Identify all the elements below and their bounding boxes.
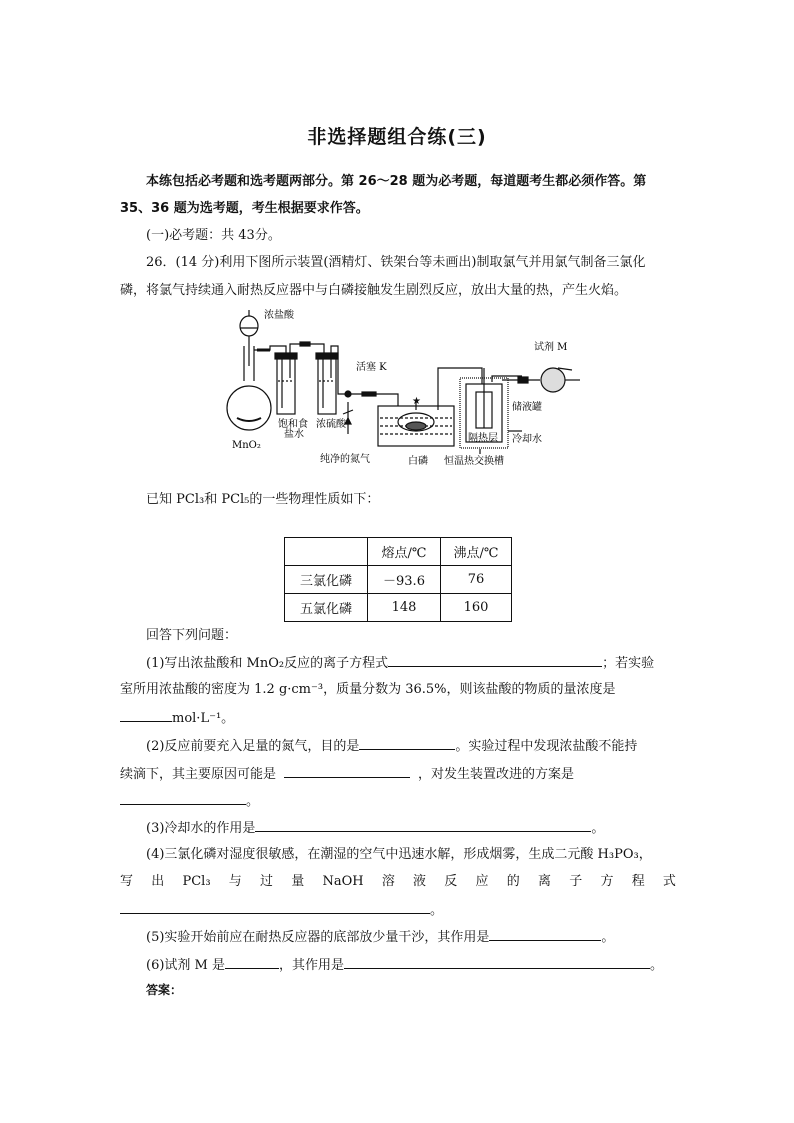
table-row [285, 566, 512, 594]
q1-text-a: (1)写出浓盐酸和 MnO₂反应的离子方程式 [146, 656, 389, 671]
q2-line-2 [120, 763, 574, 785]
q4-word: 反 [444, 874, 458, 889]
apparatus-diagram [222, 306, 602, 476]
svg-text:★: ★ [412, 396, 421, 407]
q4-word: 量 [291, 874, 305, 889]
q1-line-3 [120, 707, 234, 729]
section-heading: (一)必考题：共 43分。 [146, 228, 281, 243]
label-conc-h2so4: 浓硫酸 [316, 419, 346, 430]
label-storage: 储液罐 [512, 402, 542, 413]
q4-word: 过 [260, 874, 274, 889]
q4-word: 子 [569, 874, 583, 889]
table-cell: 148 [368, 594, 441, 622]
q4-word: 的 [506, 874, 520, 889]
label-valve-k: 活塞 K [356, 362, 387, 373]
label-sat-salt-2: 盐水 [284, 429, 304, 440]
known-sentence: 已知 PCl₃和 PCl₅的一些物理性质如下： [146, 492, 380, 507]
q2-line-1 [146, 735, 637, 757]
round-flask [227, 386, 271, 430]
answer-blank[interactable] [120, 707, 172, 722]
answer-prompt: 回答下列问题： [146, 628, 238, 643]
q4-word: NaOH [322, 874, 364, 889]
q5-text-b: 。 [601, 930, 615, 945]
q26-line-2: 磷，将氯气持续通入耐热反应器中与白磷接触发生剧烈反应，放出大量的热，产生火焰。 [120, 283, 628, 298]
q4-word: 程 [631, 874, 645, 889]
q5-line [146, 926, 614, 948]
q26-line-1: 26．(14 分)利用下图所示装置(酒精灯、铁架台等未画出)制取氯气并用氯气制备三氯化 [146, 255, 646, 270]
intro-line-1: 本练包括必考题和选考题两部分。第 26～28 题为必考题，每道题考生都必须作答。第 [146, 174, 647, 189]
answer-blank[interactable] [489, 926, 601, 941]
label-insulation: 隔热层 [468, 433, 498, 444]
intro-line-2: 35、36 题为选考题，考生根据要求作答。 [120, 201, 369, 216]
q4-word: 出 [151, 874, 165, 889]
q4-word: 写 [120, 874, 134, 889]
q2-text-c1: 续滴下，其主要原因可能是 [120, 767, 277, 782]
q2-line-3 [120, 790, 259, 812]
q4-word: 离 [537, 874, 551, 889]
q2-text-b: 。实验过程中发现浓盐酸不能持 [455, 739, 638, 754]
wash-bottle-1 [277, 358, 295, 414]
q4-word: 液 [413, 874, 427, 889]
answer-blank[interactable] [344, 954, 650, 969]
page-title: 非选择题组合练(三) [307, 126, 487, 148]
q2-text-c2: ，对发生装置改进的方案是 [418, 767, 575, 782]
q4-word: 与 [228, 874, 242, 889]
answer-label: 答案： [146, 983, 183, 997]
properties-table [284, 537, 512, 622]
label-mno2: MnO₂ [232, 440, 261, 451]
answer-blank[interactable] [359, 735, 455, 750]
answer-blank[interactable] [225, 954, 279, 969]
q4-line-2 [120, 872, 676, 892]
table-cell: 160 [441, 594, 512, 622]
answer-blank[interactable] [255, 817, 591, 832]
label-sat-salt-1: 饱和食 [278, 419, 308, 430]
q1-text-b: ；若实验 [602, 656, 655, 671]
q6-text-b: ，其作用是 [279, 958, 345, 973]
table-cell: 五氯化磷 [285, 594, 368, 622]
label-pure-n2: 纯净的氮气 [320, 454, 370, 465]
q4-word: 式 [662, 874, 676, 889]
label-conc-hcl: 浓盐酸 [264, 310, 294, 321]
table-header-cell: 熔点/℃ [368, 538, 441, 566]
q2-text-d: 。 [246, 794, 260, 809]
label-cool-water: 冷却水 [512, 434, 542, 445]
label-reagent-m: 试剂 M [534, 342, 568, 353]
valve-k [345, 391, 351, 397]
q4-word: 方 [600, 874, 614, 889]
table-cell: 三氯化磷 [285, 566, 368, 594]
q6-text-c: 。 [650, 958, 664, 973]
wash-bottle-2 [318, 358, 336, 414]
table-header-row [285, 538, 512, 566]
table-header-cell [285, 538, 368, 566]
table-header-cell: 沸点/℃ [441, 538, 512, 566]
q4-line-3 [120, 899, 443, 921]
q3-text-b: 。 [591, 821, 605, 836]
separatory-funnel [240, 316, 258, 336]
q1-text-d: mol·L⁻¹。 [172, 711, 235, 726]
answer-blank[interactable] [284, 763, 410, 778]
table-cell: －93.6 [368, 566, 441, 594]
answer-blank[interactable] [388, 652, 602, 667]
q2-text-a: (2)反应前要充入足量的氮气，目的是 [146, 739, 360, 754]
table-row [285, 594, 512, 622]
q3-text-a: (3)冷却水的作用是 [146, 821, 256, 836]
q1-line-2: 室所用浓盐酸的密度为 1.2 g·cm⁻³，质量分数为 36.5%，则该盐酸的物质的量浓度是 [120, 682, 616, 697]
q4-word: PCl₃ [182, 874, 211, 889]
q4-line-1: (4)三氯化磷对湿度很敏感，在潮湿的空气中迅速水解，形成烟雾，生成二元酸 H₃PO₃， [146, 847, 652, 862]
answer-blank[interactable] [120, 790, 246, 805]
q6-text-a: (6)试剂 M 是 [146, 958, 225, 973]
q4-word: 应 [475, 874, 489, 889]
q3-line [146, 817, 604, 839]
q4-word: 溶 [381, 874, 395, 889]
q1-line-1 [146, 652, 654, 674]
q5-text-a: (5)实验开始前应在耐热反应器的底部放少量干沙，其作用是 [146, 930, 490, 945]
drying-ball [541, 368, 565, 392]
label-thermostat: 恒温热交换槽 [444, 456, 504, 467]
answer-blank[interactable] [120, 899, 430, 914]
q4-text-end: 。 [430, 903, 444, 918]
label-white-p: 白磷 [408, 456, 428, 467]
q6-line [146, 954, 663, 976]
table-cell: 76 [441, 566, 512, 594]
